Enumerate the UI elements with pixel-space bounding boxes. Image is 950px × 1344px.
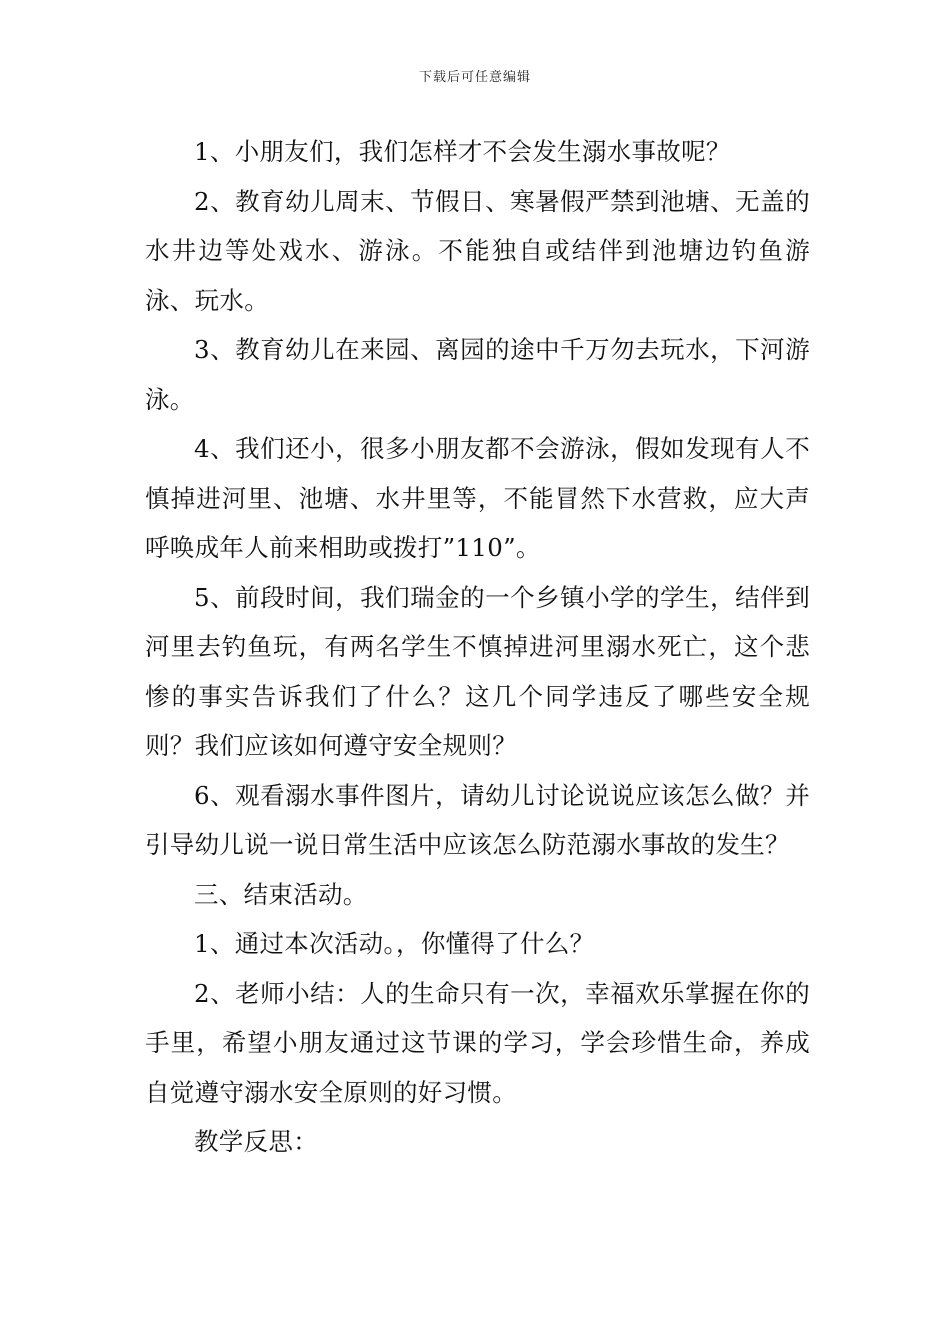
paragraph-item-6: 6、观看溺水事件图片，请幼儿讨论说说应该怎么做？并引导幼儿说一说日常生活中应该怎么防范溺水事故的发生？	[145, 780, 810, 859]
paragraph-end-item-2: 2、老师小结：人的生命只有一次，幸福欢乐掌握在你的手里，希望小朋友通过这节课的学习，学会珍惜生命，养成自觉遵守溺水安全原则的好习惯。	[145, 978, 810, 1107]
paragraph-end-item-1: 1、通过本次活动。，你懂得了什么？	[194, 929, 595, 958]
paragraph-item-4: 4、我们还小，很多小朋友都不会游泳，假如发现有人不慎掉进河里、池塘、水井里等，不能冒然下水营救，应大声呼唤成年人前来相助或拨打”110”。	[145, 434, 810, 562]
paragraph-item-5: 5、前段时间，我们瑞金的一个乡镇小学的学生，结伴到河里去钓鱼玩，有两名学生不慎掉进河里溺水死亡，这个悲惨的事实告诉我们了什么？这几个同学违反了哪些安全规则？我们应该如何遵守安全规则？	[145, 582, 810, 760]
section-heading-reflection: 教学反思：	[194, 1127, 318, 1156]
paragraph-item-2: 2、教育幼儿周末、节假日、寒暑假严禁到池塘、无盖的水井边等处戏水、游泳。不能独自或结伴到池塘边钓鱼游泳、玩水。	[145, 186, 810, 315]
document-body	[145, 127, 810, 1167]
page-header-note: 下载后可任意编辑	[418, 70, 531, 85]
paragraph-question-1: 1、小朋友们，我们怎样才不会发生溺水事故呢？	[194, 137, 731, 166]
section-heading-end-activity: 三、结束活动。	[194, 879, 368, 909]
paragraph-item-3: 3、教育幼儿在来园、离园的途中千万勿去玩水，下河游泳。	[145, 335, 810, 414]
